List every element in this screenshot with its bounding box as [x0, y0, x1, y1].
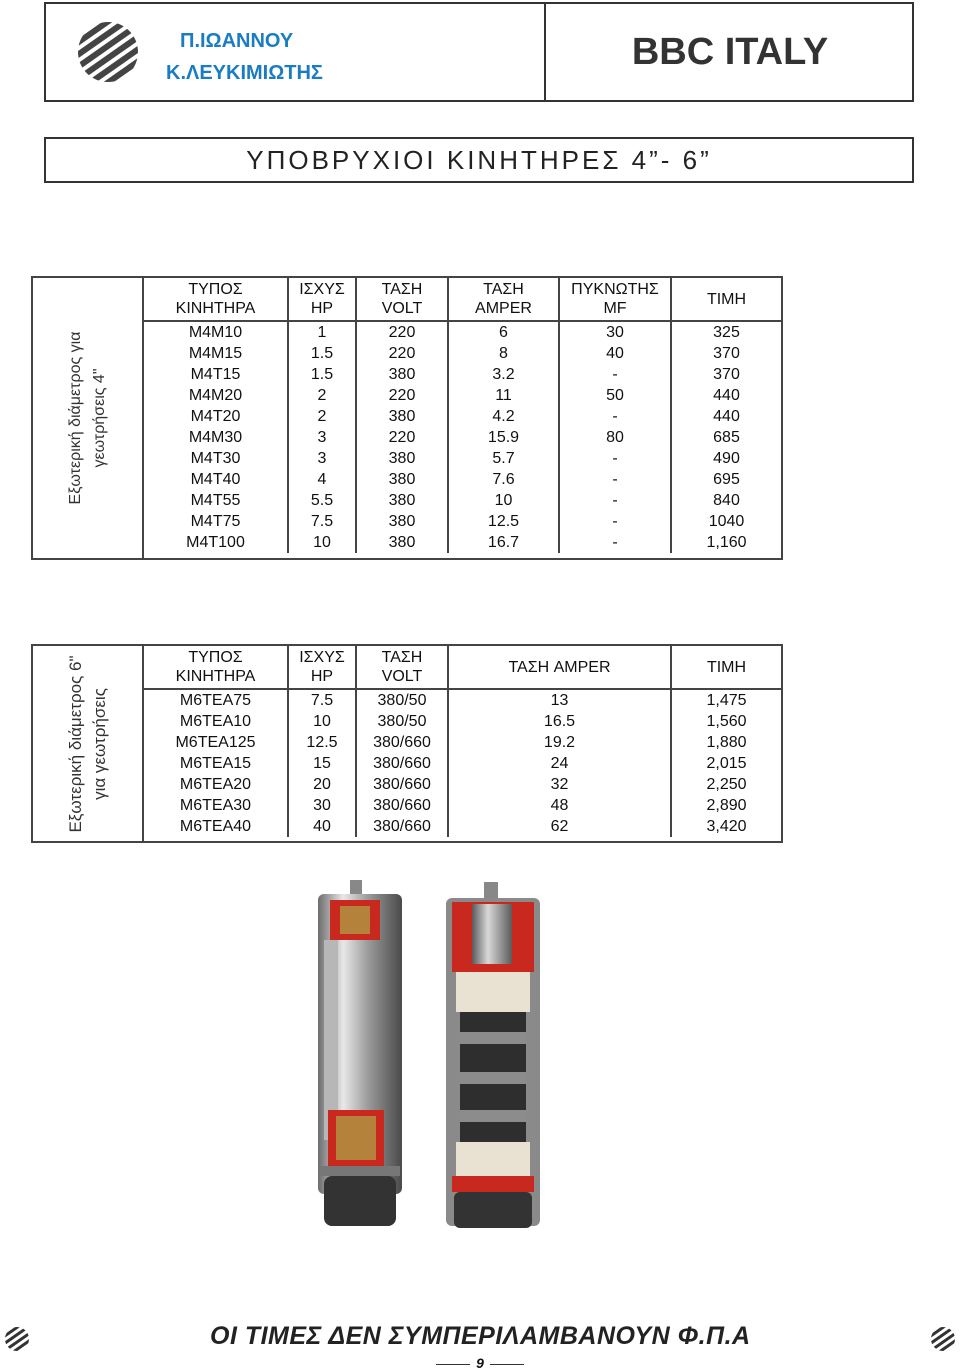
model-cell: M6TEA125: [144, 732, 288, 753]
value-cell: 32: [448, 774, 671, 795]
value-cell: 62: [448, 816, 671, 837]
model-cell: M4T55: [144, 490, 288, 511]
table-row: [144, 753, 781, 774]
company-name-line1: Π.ΙΩΑΝΝΟΥ: [180, 30, 294, 52]
column-header-line2: HP: [310, 668, 334, 685]
footer: [0, 1322, 960, 1358]
price-cell: 840: [713, 492, 740, 509]
motor-4in-table: [144, 278, 781, 553]
column-header: [356, 278, 448, 321]
value-cell: 380/660: [356, 753, 448, 774]
page-number-rule-right: [490, 1364, 524, 1365]
value-cell: 16.5: [448, 711, 671, 732]
side-label-6in: [33, 646, 144, 841]
value-cell: 380: [356, 448, 448, 469]
model-cell: M4T20: [144, 406, 288, 427]
value-cell: 380/50: [356, 689, 448, 711]
column-header-line1: ΙΣΧΥΣ: [299, 281, 345, 298]
page-number-rule-left: [436, 1364, 470, 1365]
value-cell: 7.5: [288, 511, 356, 532]
value-cell: 1.5: [288, 343, 356, 364]
motor-cutaway-image-6in: [442, 882, 542, 1230]
value-cell: 30: [288, 795, 356, 816]
model-cell: M4M15: [144, 343, 288, 364]
column-header: [356, 646, 448, 689]
table-row: [144, 406, 781, 427]
table-row: [144, 774, 781, 795]
value-cell: 10: [448, 490, 559, 511]
value-cell: 5.5: [288, 490, 356, 511]
value-cell: 4: [288, 469, 356, 490]
column-header-line1: ΤΑΣΗ: [483, 281, 524, 298]
table-body: [144, 689, 781, 837]
table-row: [144, 816, 781, 837]
value-cell: 8: [448, 343, 559, 364]
value-cell: 380: [356, 511, 448, 532]
model-cell: M6TEA10: [144, 711, 288, 732]
page-title: ΥΠΟΒΡΥΧΙΟΙ ΚΙΝΗΤΗΡΕΣ 4”- 6”: [44, 137, 914, 183]
model-cell: M4T15: [144, 364, 288, 385]
column-header-line2: ΚΙΝΗΤΗΡΑ: [175, 300, 256, 317]
value-cell: -: [559, 364, 671, 385]
value-cell: 6: [448, 321, 559, 343]
value-cell: 3.2: [448, 364, 559, 385]
table-row: [144, 343, 781, 364]
value-cell: 13: [448, 689, 671, 711]
value-cell: 380/50: [356, 711, 448, 732]
vat-note: ΟΙ ΤΙΜΕΣ ΔΕΝ ΣΥΜΠΕΡΙΛΑΜΒΑΝΟΥΝ Φ.Π.Α: [210, 1322, 751, 1350]
table-row: [144, 490, 781, 511]
value-cell: 11: [448, 385, 559, 406]
table-body: [144, 321, 781, 553]
value-cell: 220: [356, 343, 448, 364]
table-row: [144, 448, 781, 469]
price-cell: 2,890: [706, 797, 747, 814]
price-cell: 370: [713, 366, 740, 383]
value-cell: 220: [356, 427, 448, 448]
column-header-line2: HP: [310, 300, 334, 317]
price-cell: 2,250: [706, 776, 747, 793]
motor-cutaway-image-4in: [310, 880, 410, 1230]
column-header-line2: AMPER: [475, 300, 532, 317]
value-cell: 12.5: [448, 511, 559, 532]
column-header: [144, 278, 288, 321]
price-cell: 1040: [708, 513, 745, 530]
value-cell: 380/660: [356, 795, 448, 816]
price-cell: 490: [713, 450, 740, 467]
page-number-row: [0, 1355, 960, 1371]
model-cell: M4M30: [144, 427, 288, 448]
value-cell: 50: [559, 385, 671, 406]
column-header: [288, 646, 356, 689]
model-cell: M6TEA40: [144, 816, 288, 837]
value-cell: 10: [288, 711, 356, 732]
value-cell: 380: [356, 406, 448, 427]
table-row: [144, 427, 781, 448]
table-header-row: [144, 646, 781, 689]
column-header-line1: ΙΣΧΥΣ: [299, 649, 345, 666]
price-cell: 3,420: [706, 818, 747, 835]
value-cell: -: [559, 469, 671, 490]
model-cell: M6TEA30: [144, 795, 288, 816]
value-cell: 380: [356, 532, 448, 553]
price-cell: 1,880: [706, 734, 747, 751]
column-header-line1: ΤΑΣΗ AMPER: [508, 658, 611, 676]
column-header-line2: VOLT: [381, 668, 423, 685]
side-label-4in: [33, 278, 144, 558]
table-row: [144, 321, 781, 343]
value-cell: -: [559, 511, 671, 532]
value-cell: 30: [559, 321, 671, 343]
column-header-line2: MF: [603, 300, 627, 317]
value-cell: 16.7: [448, 532, 559, 553]
column-header-line1: ΤΑΣΗ: [381, 281, 423, 298]
value-cell: 380: [356, 490, 448, 511]
value-cell: 19.2: [448, 732, 671, 753]
price-cell: 1,160: [706, 534, 747, 551]
column-header-line1: ΤΥΠΟΣ: [188, 281, 243, 298]
price-cell: 685: [713, 429, 740, 446]
value-cell: 15.9: [448, 427, 559, 448]
value-cell: 15: [288, 753, 356, 774]
value-cell: 1: [288, 321, 356, 343]
table-row: [144, 711, 781, 732]
value-cell: 3: [288, 427, 356, 448]
value-cell: 1.5: [288, 364, 356, 385]
table-row: [144, 385, 781, 406]
side-label-6in-line2: για γεωτρήσεις: [89, 687, 109, 800]
price-cell: 1,560: [706, 713, 747, 730]
column-header: [448, 646, 671, 689]
table-row: [144, 532, 781, 553]
price-cell: 440: [713, 387, 740, 404]
column-header: [288, 278, 356, 321]
value-cell: 5.7: [448, 448, 559, 469]
model-cell: M4T100: [144, 532, 288, 553]
value-cell: 24: [448, 753, 671, 774]
motor-4in-table-box: [31, 276, 783, 560]
value-cell: 80: [559, 427, 671, 448]
table-row: [144, 364, 781, 385]
column-header-line2: ΤΙΜΗ: [706, 290, 747, 308]
side-label-4in-line2: γεωτρήσεις 4": [90, 368, 108, 468]
brand-name: BBC ITALY: [631, 30, 829, 73]
value-cell: 380/660: [356, 774, 448, 795]
value-cell: 380: [356, 469, 448, 490]
column-header-line2: ΤΙΜΗ: [706, 658, 747, 676]
side-label-4in-line1: Εξωτερική διάμετρος για: [66, 331, 84, 505]
model-cell: M6TEA20: [144, 774, 288, 795]
table-header-row: [144, 278, 781, 321]
table-row: [144, 795, 781, 816]
company-logo-icon: [76, 20, 140, 84]
table-row: [144, 511, 781, 532]
column-header-line1: ΤΑΣΗ: [381, 649, 423, 666]
value-cell: -: [559, 532, 671, 553]
value-cell: 3: [288, 448, 356, 469]
motor-6in-table-box: [31, 644, 783, 843]
model-cell: M4T75: [144, 511, 288, 532]
model-cell: M4M20: [144, 385, 288, 406]
column-header-line2: VOLT: [381, 300, 423, 317]
value-cell: 7.5: [288, 689, 356, 711]
header-box: [44, 2, 914, 102]
model-cell: M4M10: [144, 321, 288, 343]
price-cell: 325: [713, 324, 740, 341]
value-cell: 220: [356, 385, 448, 406]
column-header-line2: ΚΙΝΗΤΗΡΑ: [175, 668, 256, 685]
value-cell: 4.2: [448, 406, 559, 427]
value-cell: -: [559, 448, 671, 469]
model-cell: M4T30: [144, 448, 288, 469]
value-cell: 2: [288, 385, 356, 406]
column-header: [671, 278, 781, 321]
value-cell: 220: [356, 321, 448, 343]
price-cell: 440: [713, 408, 740, 425]
model-cell: M6TEA15: [144, 753, 288, 774]
column-header: [144, 646, 288, 689]
value-cell: 48: [448, 795, 671, 816]
price-cell: 370: [713, 345, 740, 362]
value-cell: 380/660: [356, 732, 448, 753]
value-cell: -: [559, 406, 671, 427]
value-cell: 20: [288, 774, 356, 795]
price-cell: 1,475: [706, 692, 747, 709]
column-header-line1: ΤΥΠΟΣ: [188, 649, 243, 666]
value-cell: 380: [356, 364, 448, 385]
price-cell: 695: [713, 471, 740, 488]
value-cell: 2: [288, 406, 356, 427]
model-cell: M4T40: [144, 469, 288, 490]
table-row: [144, 732, 781, 753]
price-cell: 2,015: [706, 755, 747, 772]
value-cell: 40: [559, 343, 671, 364]
side-label-6in-line1: Εξωτερική διάμετρος 6": [65, 654, 85, 833]
value-cell: 380/660: [356, 816, 448, 837]
value-cell: -: [559, 490, 671, 511]
column-header: [671, 646, 781, 689]
column-header: [559, 278, 671, 321]
motor-6in-table: [144, 646, 781, 837]
company-name-line2: Κ.ΛΕΥΚΙΜΙΩΤΗΣ: [166, 62, 323, 84]
table-row: [144, 689, 781, 711]
page-number: 9: [476, 1355, 484, 1371]
value-cell: 40: [288, 816, 356, 837]
column-header-line1: ΠΥΚΝΩΤΗΣ: [571, 281, 659, 298]
table-row: [144, 469, 781, 490]
value-cell: 7.6: [448, 469, 559, 490]
value-cell: 12.5: [288, 732, 356, 753]
value-cell: 10: [288, 532, 356, 553]
model-cell: M6TEA75: [144, 689, 288, 711]
column-header: [448, 278, 559, 321]
